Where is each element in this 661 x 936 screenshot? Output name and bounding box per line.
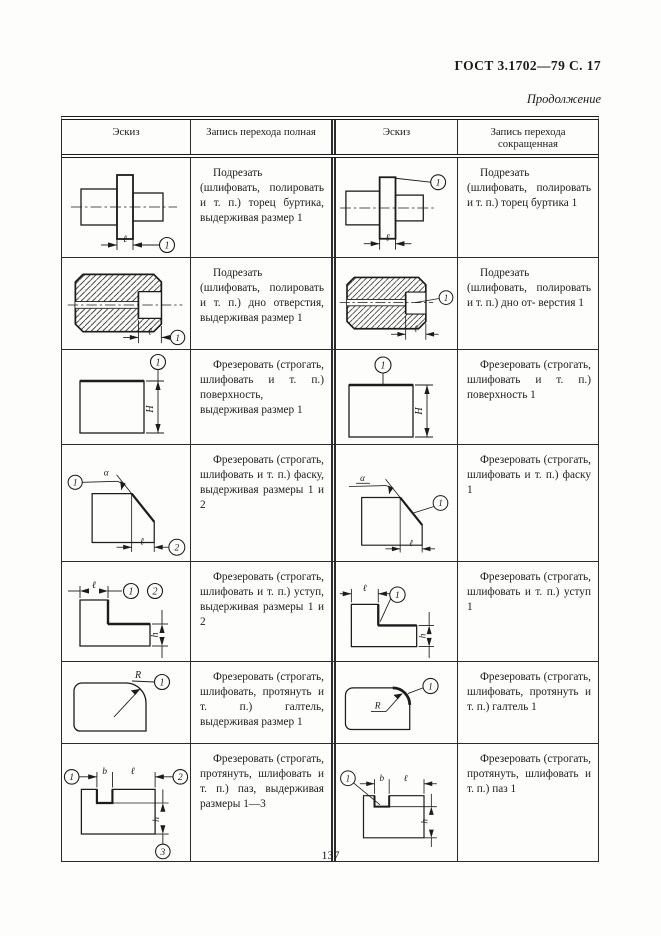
record-short-text: Фрезеровать (строгать, протянуть, шлифовать и т. п.) паз 1: [457, 744, 598, 861]
sketch-slot-full: [62, 744, 190, 861]
svg-text:1: 1: [72, 478, 78, 489]
svg-text:1: 1: [428, 681, 433, 692]
svg-text:1: 1: [380, 360, 385, 372]
table-row: [62, 662, 598, 744]
dim-l-label: ℓ: [91, 579, 97, 591]
sketch-step-full: [62, 562, 190, 661]
surface-balloon-1: [151, 355, 166, 370]
record-full-text: Фрезеровать (строгать, шлифовать, протянуть и т. п.) галтель, выдерживая размер 1: [190, 662, 331, 743]
svg-text:1: 1: [164, 240, 170, 251]
svg-text:3: 3: [160, 846, 166, 858]
svg-text:1: 1: [155, 357, 161, 369]
col-header-sketch-full: Эскиз: [112, 126, 140, 138]
dim-H-label: H: [145, 405, 156, 413]
svg-text:1: 1: [443, 292, 449, 303]
sketch-hole-bottom-short: [331, 258, 457, 349]
surface-balloon-1: [439, 290, 453, 304]
angle-balloon-1: [68, 475, 82, 489]
dim-h-label: h: [419, 818, 430, 824]
sketch-chamfer-short: [331, 445, 457, 561]
record-short-text: Фрезеровать (строгать, шлифовать, протянуть и т. п.) галтель 1: [457, 662, 598, 743]
standard-header: ГОСТ 3.1702—79 С. 17: [454, 58, 601, 73]
dim-R-label: R: [134, 669, 142, 681]
table-row: [62, 562, 598, 662]
dim-l-label: ℓ: [409, 538, 414, 549]
sketch-step-short: [331, 562, 457, 661]
surface-balloon-1: [431, 174, 446, 189]
sketch-collar-face-short: [331, 158, 457, 257]
slot-balloon-1: [341, 770, 356, 785]
col-header-sketch-short: Эскиз: [331, 120, 457, 154]
record-full-text: Подрезать (шлифовать, полировать и т. п.) торец буртика, выдерживая размер 1: [190, 158, 331, 257]
step-balloon-1: [124, 583, 139, 598]
dim-b-label: b: [379, 772, 385, 783]
surface-balloon-1: [160, 237, 175, 252]
col-header-record-short: Запись перехода сокращенная: [457, 120, 598, 154]
record-full-text: Фрезеровать (строгать, шлифовать и т. п.) поверхность, выдерживая размер 1: [190, 350, 331, 444]
record-full-text: Фрезеровать (строгать, шлифовать и т. п.) фаску, выдерживая размеры 1 и 2: [190, 445, 331, 561]
dim-l-label: ℓ: [147, 326, 152, 338]
table-row: [62, 258, 598, 350]
dim-alpha-label: α: [103, 468, 109, 479]
svg-text:2: 2: [152, 586, 158, 597]
sketch-surface-short: [331, 350, 457, 444]
sketch-surface-full: [62, 350, 190, 444]
table-row: [62, 158, 598, 258]
record-full-text: Фрезеровать (строгать, протянуть, шлифовать и т. п.) паз, выдерживая размеры 1—3: [190, 744, 331, 861]
dim-l-label: ℓ: [403, 772, 408, 783]
continuation-label: Продолжение: [526, 92, 601, 106]
record-short-text: Фрезеровать (строгать, шлифовать и т. п.) поверхность 1: [457, 350, 598, 444]
dim-l-label: ℓ: [385, 232, 390, 244]
fillet-balloon-1: [423, 678, 438, 693]
dim-l-label: ℓ: [130, 765, 135, 777]
svg-text:2: 2: [177, 771, 183, 783]
chamfer-balloon-1: [433, 496, 448, 511]
dim-h-label: h: [150, 816, 162, 822]
slot-balloon-1: [64, 769, 79, 784]
sketch-collar-face-full: [62, 158, 190, 257]
sketch-slot-short: [331, 744, 457, 861]
dim-R-label: R: [374, 701, 381, 712]
dim-l-label: ℓ: [122, 233, 128, 245]
record-short-text: Фрезеровать (строгать, шлифовать и т. п.) фаску 1: [457, 445, 598, 561]
record-short-text: Подрезать (шлифовать, полировать и т. п.) дно от- верстия 1: [457, 258, 598, 349]
surface-balloon-1: [170, 330, 184, 344]
step-balloon-2: [148, 583, 163, 598]
table-header-row: [62, 120, 598, 158]
svg-text:1: 1: [159, 677, 165, 688]
dim-l-label: ℓ: [413, 323, 418, 333]
svg-text:1: 1: [345, 772, 351, 783]
svg-text:1: 1: [69, 771, 75, 783]
record-short-text: Фрезеровать (строгать, шлифовать и т. п.) уступ 1: [457, 562, 598, 661]
dim-h-label: h: [150, 632, 161, 637]
svg-text:1: 1: [438, 498, 443, 509]
sketch-chamfer-full: [62, 445, 190, 561]
dim-h-label: h: [417, 633, 429, 638]
slot-balloon-2: [173, 769, 188, 784]
svg-text:1: 1: [395, 589, 400, 601]
length-balloon-2: [169, 539, 185, 555]
svg-text:2: 2: [174, 543, 180, 554]
dim-b-label: b: [102, 765, 108, 777]
page-number: 137: [321, 848, 340, 862]
col-header-record-full: Запись перехода полная: [190, 120, 331, 154]
record-full-text: Фрезеровать (строгать, шлифовать и т. п.) уступ, выдерживая размеры 1 и 2: [190, 562, 331, 661]
transitions-table: [61, 116, 599, 862]
dim-alpha-label: α: [360, 473, 365, 483]
dim-l-label: ℓ: [362, 582, 367, 594]
table-row: [62, 350, 598, 445]
record-short-text: Подрезать (шлифовать, полировать и т. п.) торец буртика 1: [457, 158, 598, 257]
step-balloon-1: [390, 587, 405, 602]
sketch-fillet-short: [331, 662, 457, 743]
surface-balloon-1: [375, 357, 391, 373]
sketch-fillet-full: [62, 662, 190, 743]
fillet-balloon-1: [155, 674, 170, 689]
dim-l-label: ℓ: [140, 537, 144, 548]
record-full-text: Подрезать (шлифовать, полировать и т. п.) дно отверстия, выдерживая размер 1: [190, 258, 331, 349]
sketch-hole-bottom-full: [62, 258, 190, 349]
svg-text:1: 1: [435, 177, 441, 189]
dim-H-label: H: [413, 407, 425, 415]
svg-text:1: 1: [175, 332, 180, 344]
svg-text:1: 1: [128, 586, 134, 597]
table-row: [62, 744, 598, 861]
table-row: [62, 445, 598, 562]
